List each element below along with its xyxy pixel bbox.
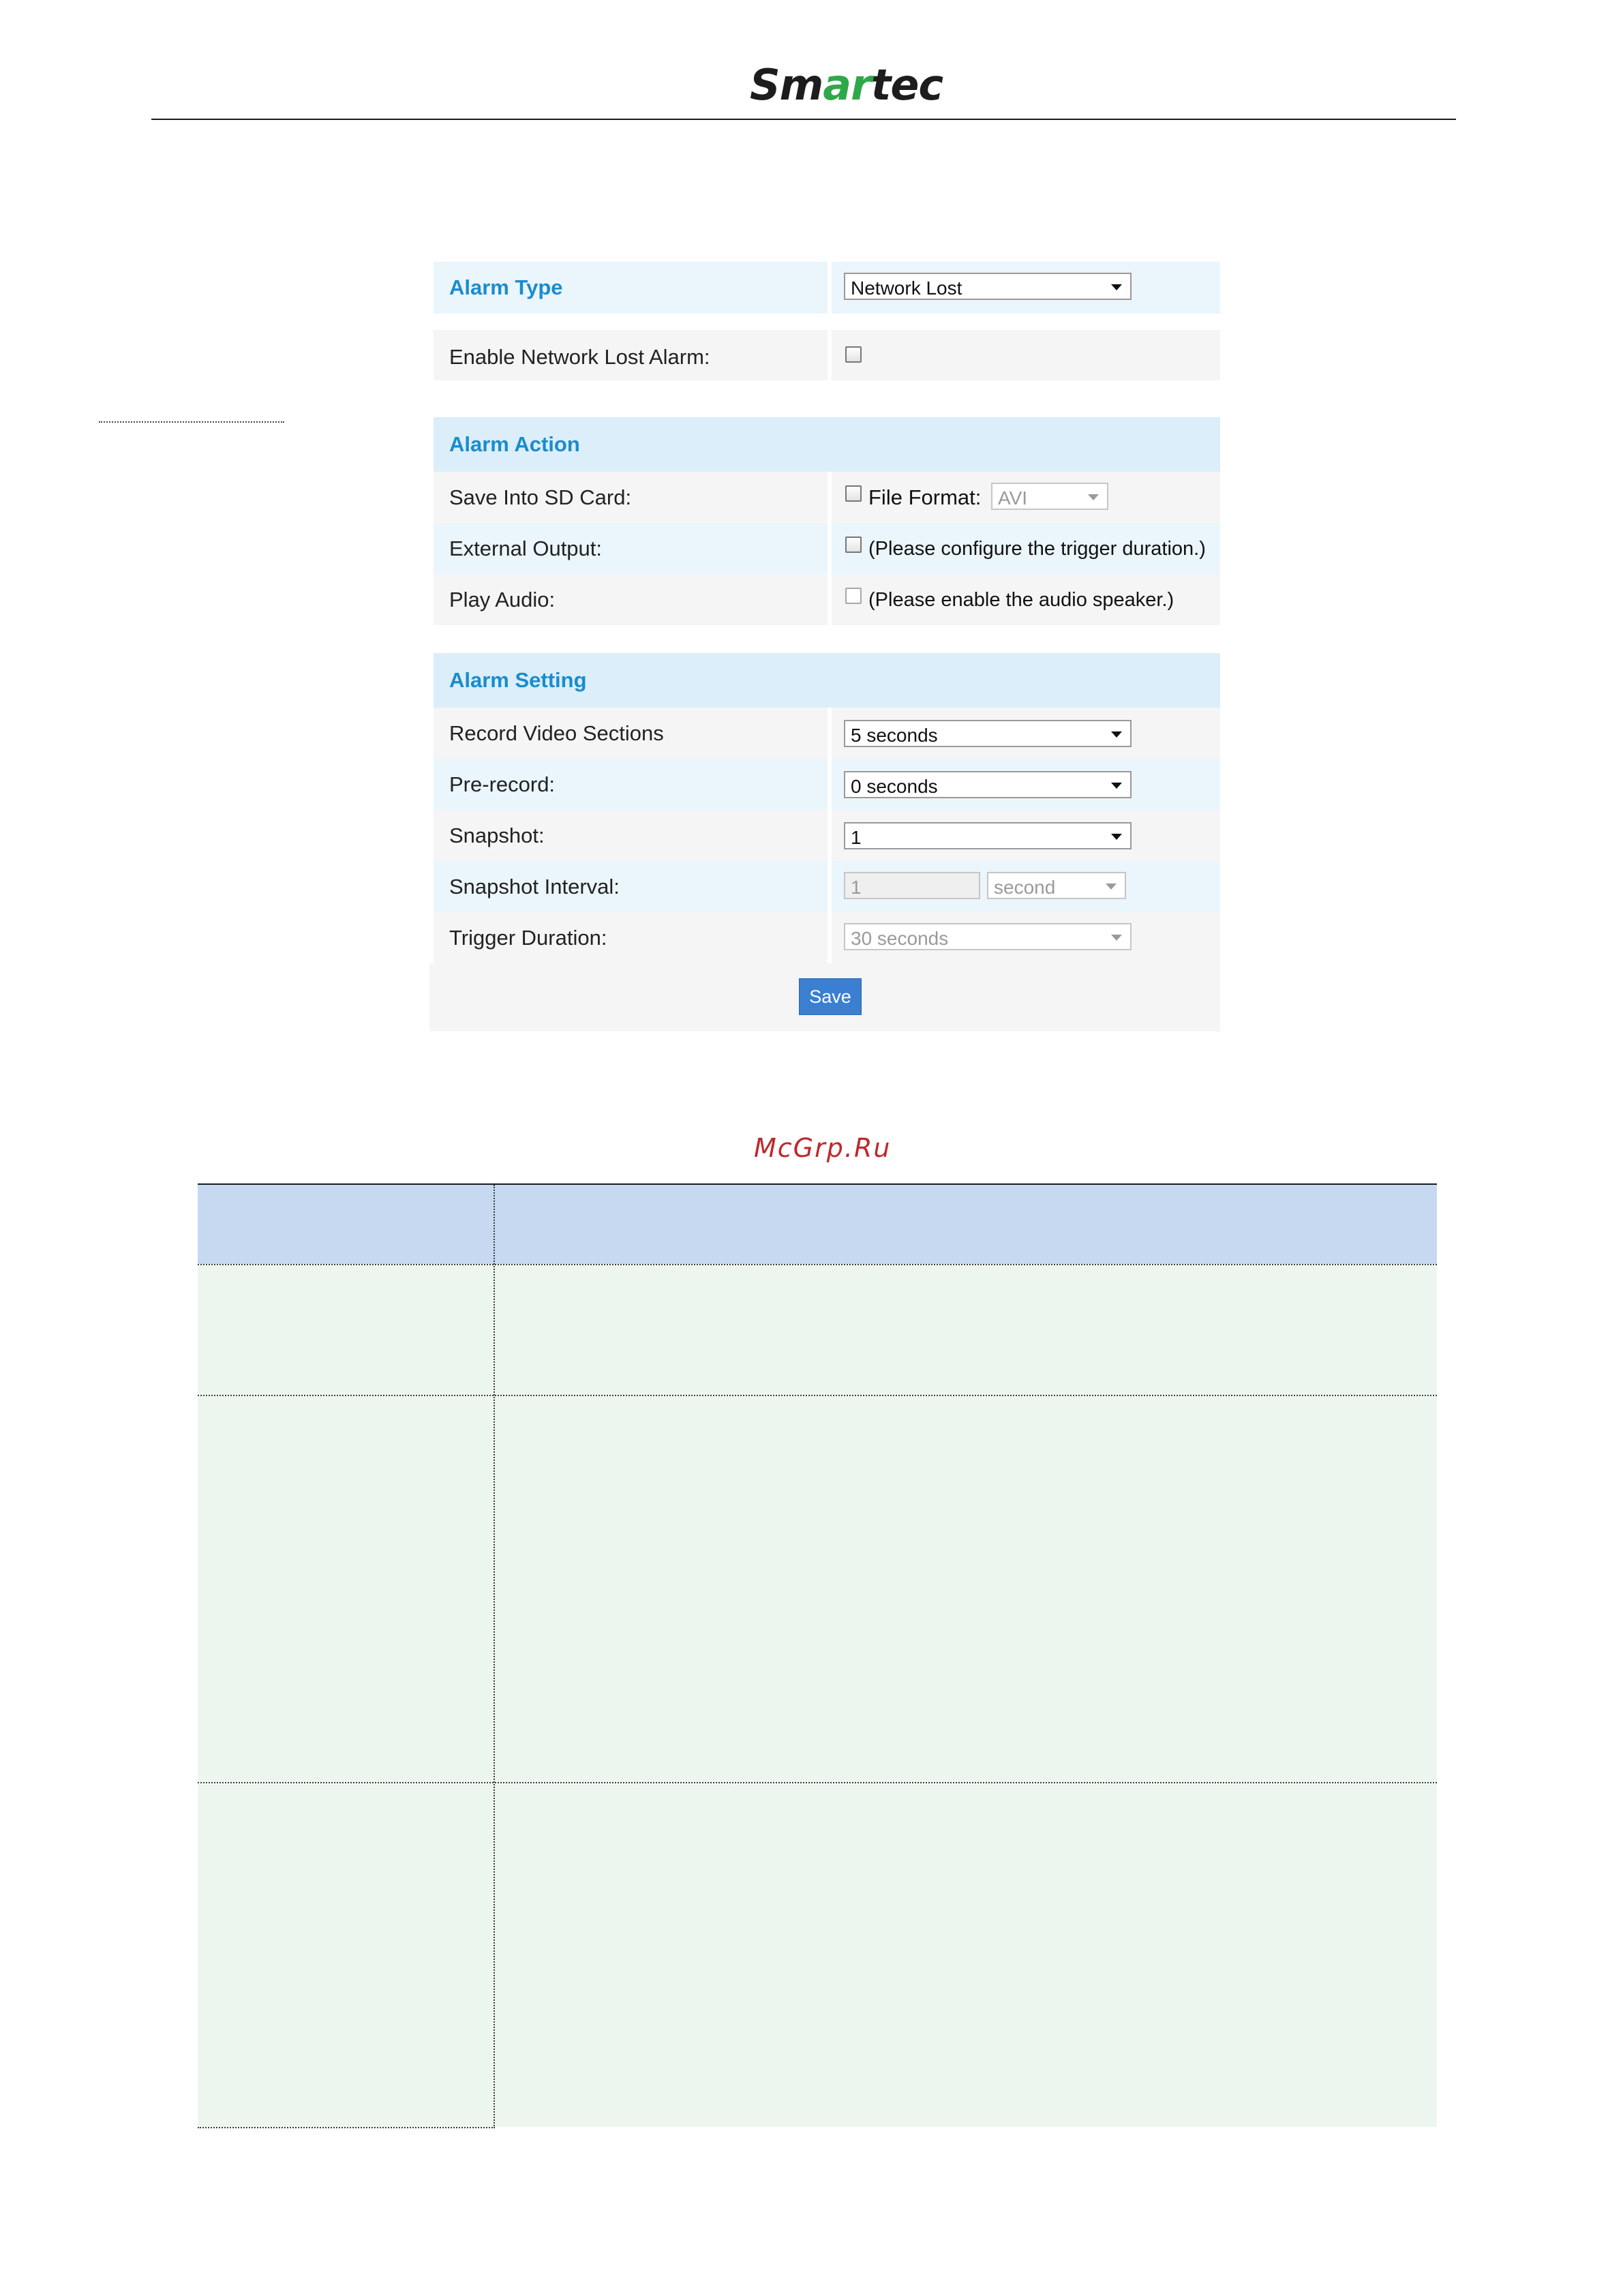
alarm-setting-title: Alarm Setting — [449, 668, 587, 692]
table-row-divider — [198, 1782, 1437, 1783]
snapshot-interval-unit-select[interactable]: second — [987, 872, 1126, 899]
trigger-duration-label: Trigger Duration: — [449, 926, 607, 950]
snapshot-interval-row — [434, 861, 1220, 912]
alarm-type-row — [434, 262, 1220, 314]
enable-alarm-label: Enable Network Lost Alarm: — [449, 345, 710, 369]
record-sections-select[interactable]: 5 seconds — [844, 720, 1132, 747]
save-sd-label: Save Into SD Card: — [449, 485, 632, 509]
smartec-logo: Smartec — [750, 60, 943, 110]
file-format-select[interactable]: AVI — [991, 483, 1108, 510]
file-format-label: File Format: — [868, 485, 982, 509]
prerecord-label: Pre-record: — [449, 772, 556, 796]
snapshot-interval-label: Snapshot Interval: — [449, 875, 620, 898]
external-output-row — [434, 523, 1220, 574]
save-row — [434, 963, 1220, 1031]
alarm-setting-header — [434, 653, 1220, 708]
alarm-type-title: Alarm Type — [449, 275, 563, 299]
table-row — [198, 1396, 1437, 1782]
alarm-action-header — [434, 417, 1220, 472]
snapshot-select[interactable]: 1 — [844, 822, 1132, 849]
snapshot-row — [434, 810, 1220, 861]
chevron-down-icon — [1111, 731, 1122, 738]
record-sections-row — [434, 708, 1220, 759]
chevron-down-icon — [1111, 935, 1122, 941]
trigger-duration-select[interactable]: 30 seconds — [844, 923, 1132, 950]
alarm-type-select[interactable]: Network Lost — [844, 273, 1132, 300]
table-header — [198, 1185, 1437, 1264]
alarm-action-section — [434, 417, 1220, 624]
external-output-checkbox[interactable] — [845, 537, 862, 553]
table-row-divider — [198, 1264, 1437, 1265]
record-sections-label: Record Video Sections — [449, 721, 664, 745]
external-output-note: (Please configure the trigger duration.) — [868, 538, 1206, 560]
enable-alarm-checkbox[interactable] — [845, 346, 862, 363]
enable-alarm-row — [434, 330, 1220, 380]
header-divider — [151, 119, 1456, 120]
table-row-divider — [198, 1395, 1437, 1396]
save-button[interactable]: Save — [799, 978, 862, 1015]
trigger-duration-row — [434, 912, 1220, 963]
chevron-down-icon — [1111, 284, 1122, 290]
prerecord-select[interactable]: 0 seconds — [844, 771, 1132, 798]
play-audio-note: (Please enable the audio speaker.) — [868, 589, 1174, 611]
save-sd-checkbox[interactable] — [845, 485, 862, 502]
external-output-label: External Output: — [449, 537, 603, 560]
chevron-down-icon — [1106, 883, 1117, 890]
table-row — [198, 1783, 1437, 2127]
chevron-down-icon — [1088, 494, 1099, 500]
snapshot-label: Snapshot: — [449, 824, 545, 847]
watermark-text: McGrp.Ru — [754, 1133, 892, 1163]
margin-dotted-line — [99, 421, 284, 423]
table-row — [198, 1265, 1437, 1395]
table-column-divider — [494, 1185, 495, 2128]
play-audio-row — [434, 574, 1220, 625]
chevron-down-icon — [1111, 834, 1122, 840]
snapshot-interval-input[interactable]: 1 — [844, 872, 980, 899]
save-sd-row — [434, 472, 1220, 523]
table-bottom-divider — [198, 2127, 495, 2128]
alarm-action-title: Alarm Action — [449, 432, 580, 456]
alarm-setting-section — [434, 653, 1220, 1032]
play-audio-label: Play Audio: — [449, 588, 556, 611]
chevron-down-icon — [1111, 783, 1122, 789]
prerecord-row — [434, 759, 1220, 810]
play-audio-checkbox[interactable] — [845, 588, 862, 604]
